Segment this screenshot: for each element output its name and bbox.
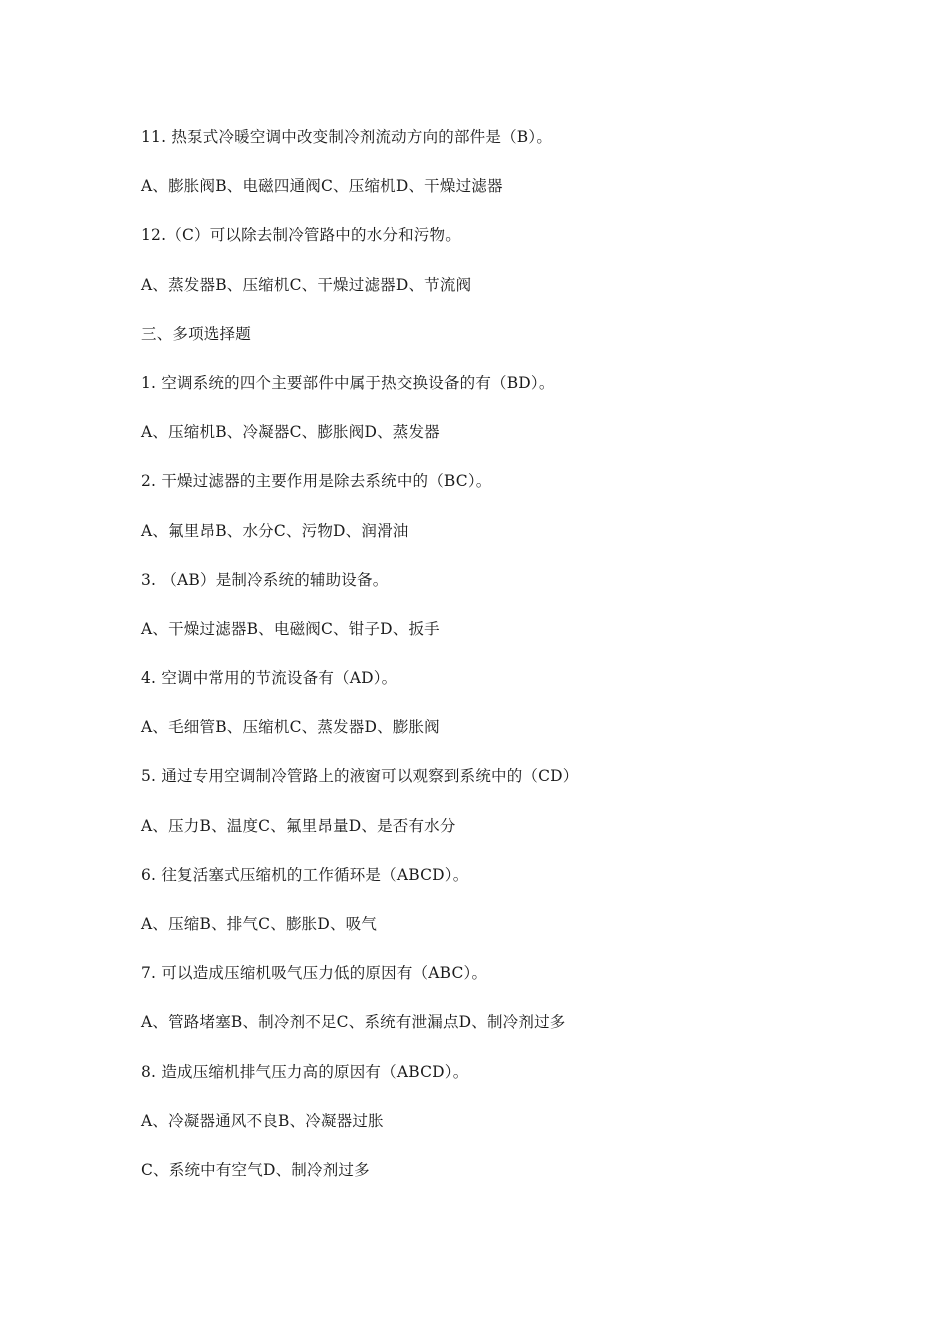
multi-question-2-options: A、氟里昂B、水分C、污物D、润滑油 [141,521,409,540]
multi-question-6-options: A、压缩B、排气C、膨胀D、吸气 [141,915,378,933]
multi-question-5: 5. 通过专用空调制冷管路上的液窗可以观察到系统中的（CD） [141,767,579,786]
multi-question-3-options: A、干燥过滤器B、电磁阀C、钳子D、扳手 [141,619,440,638]
multi-question-6: 6. 往复活塞式压缩机的工作循环是（ABCD）。 [141,865,469,884]
multi-question-4-options: A、毛细管B、压缩机C、蒸发器D、膨胀阀 [141,718,440,737]
question-list [141,124,861,1206]
question-11-options: A、膨胀阀B、电磁四通阀C、压缩机D、干燥过滤器 [141,177,503,196]
multi-question-5-options: A、压力B、温度C、氟里昂量D、是否有水分 [141,816,456,835]
multi-question-8-options-ab: A、冷凝器通风不良B、冷凝器过胀 [141,1111,384,1130]
multi-question-3: 3. （AB）是制冷系统的辅助设备。 [141,570,389,589]
question-11: 11. 热泵式冷暖空调中改变制冷剂流动方向的部件是（B）。 [141,128,553,146]
question-12: 12.（C）可以除去制冷管路中的水分和污物。 [141,226,461,245]
multi-question-1: 1. 空调系统的四个主要部件中属于热交换设备的有（BD）。 [141,373,555,392]
multi-question-8-options-cd: C、系统中有空气D、制冷剂过多 [141,1160,370,1179]
multi-question-7-options: A、管路堵塞B、制冷剂不足C、系统有泄漏点D、制冷剂过多 [141,1013,566,1032]
section-heading: 三、多项选择题 [141,324,251,343]
multi-question-8: 8. 造成压缩机排气压力高的原因有（ABCD）。 [141,1062,469,1081]
multi-question-4: 4. 空调中常用的节流设备有（AD）。 [141,669,398,688]
question-12-options: A、蒸发器B、压缩机C、干燥过滤器D、节流阀 [141,275,472,294]
multi-question-7: 7. 可以造成压缩机吸气压力低的原因有（ABC）。 [141,964,488,983]
multi-question-2: 2. 干燥过滤器的主要作用是除去系统中的（BC）。 [141,472,492,491]
multi-question-1-options: A、压缩机B、冷凝器C、膨胀阀D、蒸发器 [141,423,440,442]
